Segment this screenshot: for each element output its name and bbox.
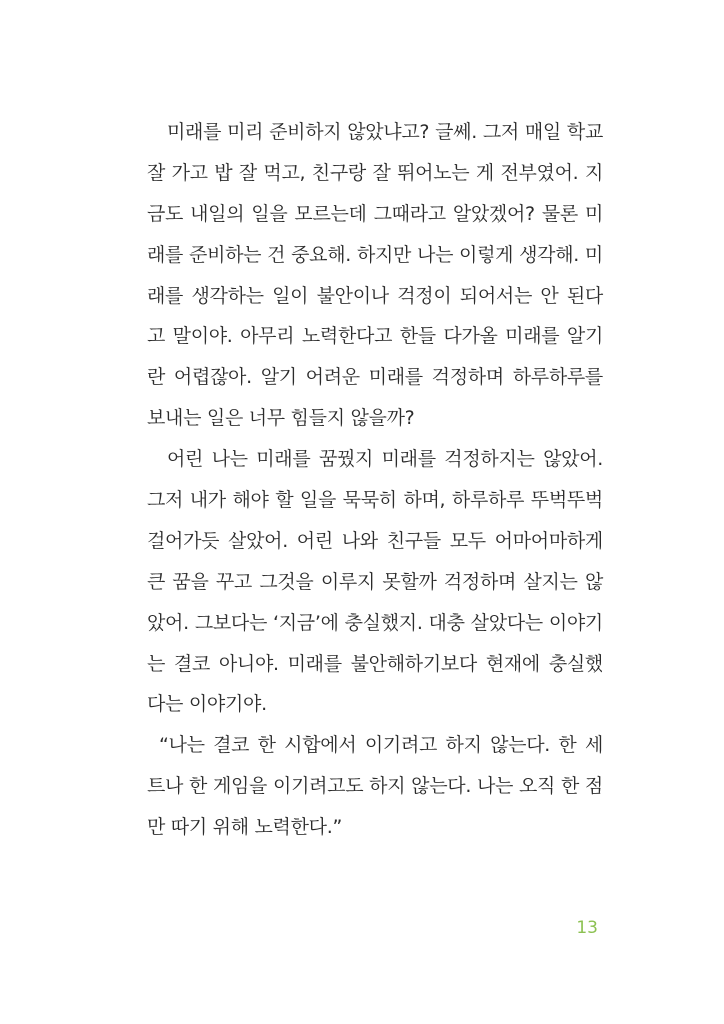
text-line: 고 말이야. 아무리 노력한다고 한들 다가올 미래를 알기 xyxy=(147,325,603,348)
text-line: 보내는 일은 너무 힘들지 않을까? xyxy=(147,407,415,430)
body-text xyxy=(147,112,603,848)
quote-paragraph xyxy=(147,725,603,848)
text-line: 그저 내가 해야 할 일을 묵묵히 하며, 하루하루 뚜벅뚜벅 xyxy=(147,489,603,512)
text-line: 래를 생각하는 일이 불안이나 걱정이 되어서는 안 된다 xyxy=(147,284,603,307)
text-line: 았어. 그보다는 ‘지금’에 충실했지. 대충 살았다는 이야기 xyxy=(147,611,603,634)
text-line: 어린 나는 미래를 꿈꿨지 미래를 걱정하지는 않았어. xyxy=(167,448,603,471)
text-line: 금도 내일의 일을 모르는데 그때라고 알았겠어? 물론 미 xyxy=(147,202,603,225)
text-line: 걸어가듯 살았어. 어린 나와 친구들 모두 어마어마하게 xyxy=(147,529,603,552)
text-line: 는 결코 아니야. 미래를 불안해하기보다 현재에 충실했 xyxy=(147,652,603,675)
text-line: 잘 가고 밥 잘 먹고, 친구랑 잘 뛰어노는 게 전부였어. 지 xyxy=(147,161,603,184)
text-line: 만 따기 위해 노력한다.” xyxy=(147,816,342,839)
paragraph-1 xyxy=(147,112,603,439)
text-line: 다는 이야기야. xyxy=(147,693,267,716)
text-line: 미래를 미리 준비하지 않았냐고? 글쎄. 그저 매일 학교 xyxy=(167,121,603,143)
text-line: 란 어렵잖아. 알기 어려운 미래를 걱정하며 하루하루를 xyxy=(147,366,603,389)
page-number: 13 xyxy=(576,918,598,938)
paragraph-2 xyxy=(147,439,603,725)
text-line: 트나 한 게임을 이기려고도 하지 않는다. 나는 오직 한 점 xyxy=(147,775,603,798)
text-line: “나는 결코 한 시합에서 이기려고 하지 않는다. 한 세 xyxy=(159,734,603,757)
text-line: 래를 준비하는 건 중요해. 하지만 나는 이렇게 생각해. 미 xyxy=(147,243,603,266)
text-line: 큰 꿈을 꾸고 그것을 이루지 못할까 걱정하며 살지는 않 xyxy=(147,570,603,593)
